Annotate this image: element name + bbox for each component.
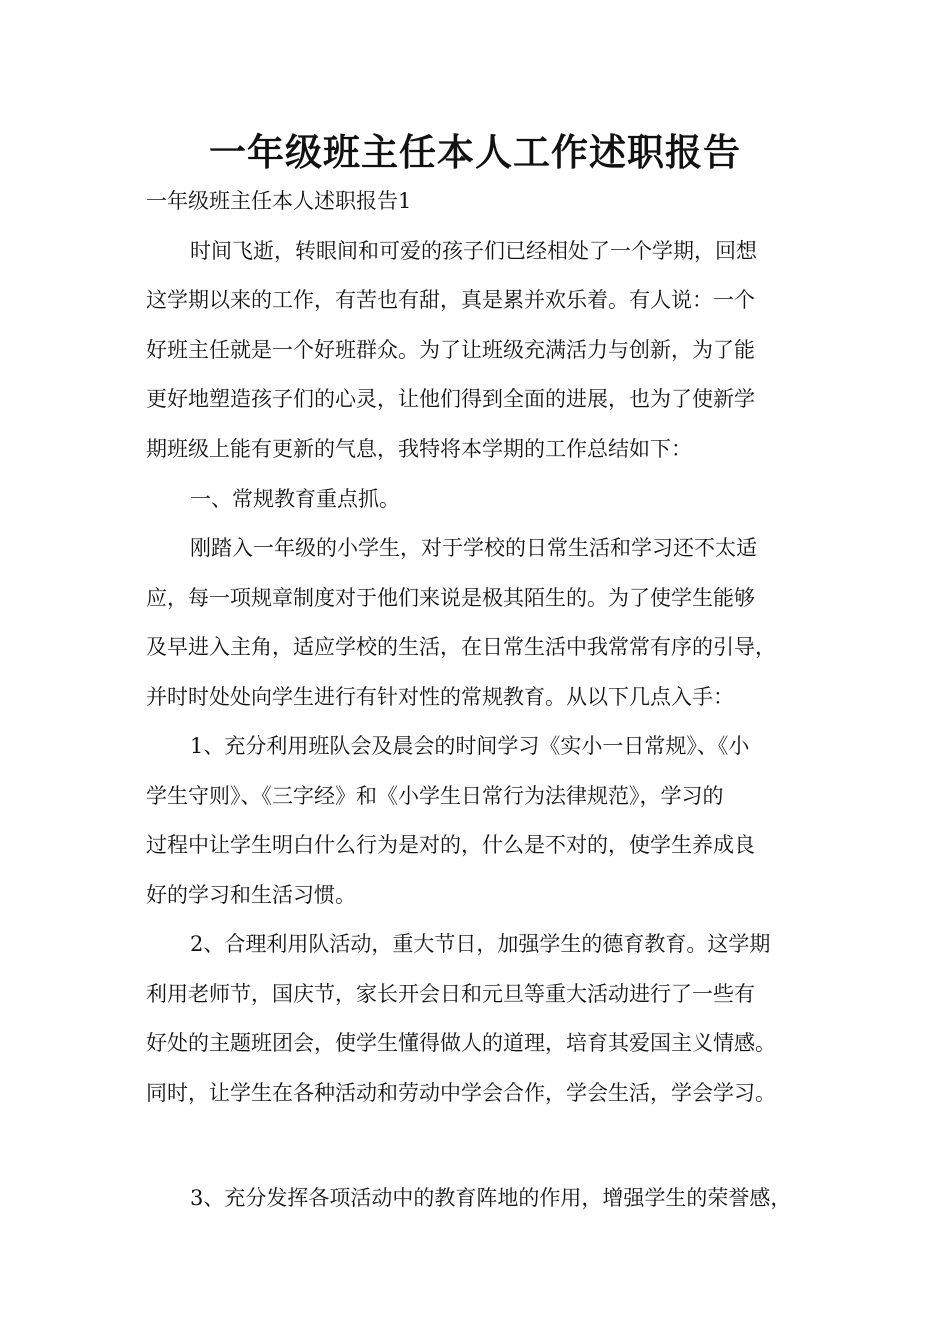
paragraph-line: 1、充分利用班队会及晨会的时间学习《实小一日常规》、《小 [190, 734, 750, 758]
paragraph-line: 好的学习和生活习惯。 [146, 883, 356, 907]
paragraph-line: 同时，让学生在各种活动和劳动中学会合作，学会生活，学会学习。 [146, 1081, 776, 1105]
paragraph-line: 3、充分发挥各项活动中的教育阵地的作用，增强学生的荣誉感， [190, 1186, 792, 1210]
paragraph-line: 好处的主题班团会，使学生懂得做人的道理，培育其爱国主义情感。 [146, 1031, 776, 1055]
paragraph-line: 并时时处处向学生进行有针对性的常规教育。从以下几点入手： [146, 685, 734, 709]
paragraph-line: 更好地塑造孩子们的心灵，让他们得到全面的进展，也为了使新学 [146, 387, 755, 411]
paragraph-line: 应，每一项规章制度对于他们来说是极其陌生的。为了使学生能够 [146, 586, 755, 610]
document-title: 一年级班主任本人工作述职报告 [209, 131, 741, 174]
paragraph-line: 时间飞逝，转眼间和可爱的孩子们已经相处了一个学期，回想 [190, 239, 757, 263]
paragraph-line: 好班主任就是一个好班群众。为了让班级充满活力与创新，为了能 [146, 338, 755, 362]
paragraph-line: 利用老师节，国庆节，家长开会日和元旦等重大活动进行了一些有 [146, 982, 755, 1006]
paragraph-line: 期班级上能有更新的气息，我特将本学期的工作总结如下： [146, 437, 692, 461]
paragraph-line: 刚踏入一年级的小学生，对于学校的日常生活和学习还不太适 [190, 536, 757, 560]
section-heading: 一、常规教育重点抓。 [190, 487, 400, 511]
paragraph-line: 这学期以来的工作，有苦也有甜，真是累并欢乐着。有人说：一个 [146, 288, 755, 312]
paragraph-line: 过程中让学生明白什么行为是对的，什么是不对的，使学生养成良 [146, 833, 755, 857]
section-heading: 一年级班主任本人述职报告1 [146, 189, 412, 213]
paragraph-line: 学生守则》、《三字经》和《小学生日常行为法律规范》，学习的 [146, 784, 724, 808]
paragraph-line: 2、合理利用队活动，重大节日，加强学生的德育教育。这学期 [190, 932, 771, 956]
paragraph-line: 及早进入主角，适应学校的生活，在日常生活中我常常有序的引导， [146, 635, 776, 659]
